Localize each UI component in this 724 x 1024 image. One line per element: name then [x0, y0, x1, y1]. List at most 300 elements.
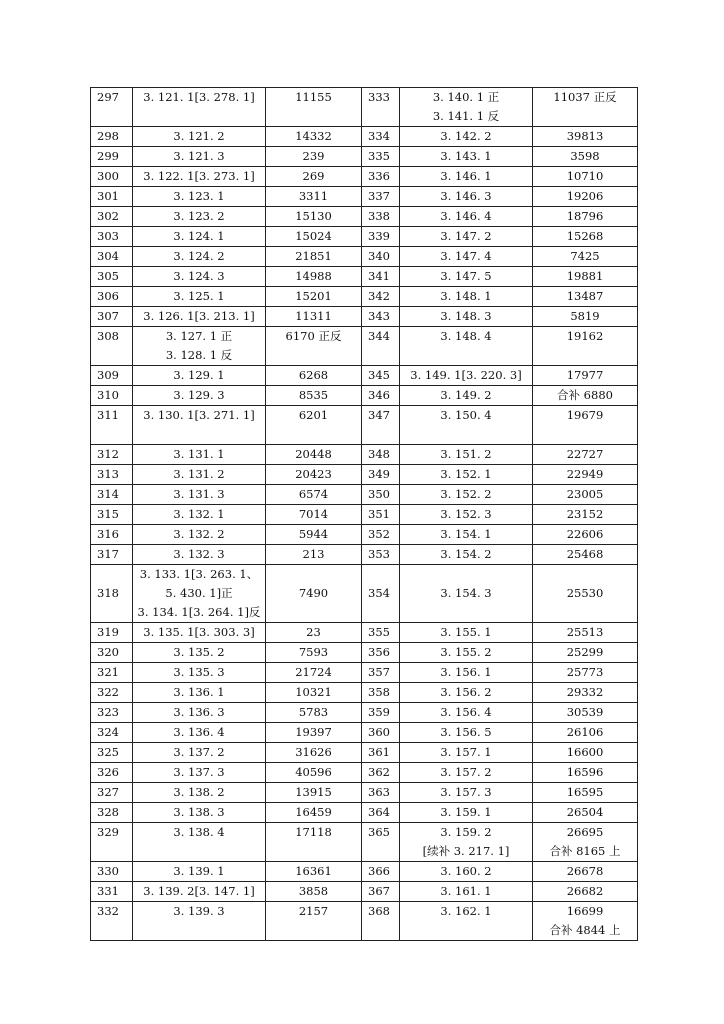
source-code-right-line: 3. 148. 1	[440, 289, 492, 303]
catalog-number-left-line: 11155	[295, 90, 332, 104]
catalog-number-left-line: 14988	[295, 269, 332, 283]
source-code-right-line: 3. 154. 2	[440, 547, 492, 561]
row-number-left-line: 327	[97, 785, 119, 799]
source-code-right	[400, 307, 533, 327]
row-number-left	[91, 147, 133, 167]
row-number-right	[362, 743, 400, 763]
catalog-number-left	[266, 88, 362, 127]
source-code-right	[400, 743, 533, 763]
row-number-right-line: 340	[368, 249, 390, 263]
source-code-right	[400, 763, 533, 783]
table-row	[91, 485, 638, 505]
row-number-left-line: 306	[97, 289, 119, 303]
catalog-number-right	[533, 465, 638, 485]
source-code-left	[133, 783, 266, 803]
source-code-right	[400, 167, 533, 187]
source-code-left-line: 3. 135. 3	[173, 665, 225, 679]
row-number-right-line: 354	[368, 586, 390, 600]
catalog-number-left-line: 6201	[298, 408, 329, 422]
source-code-left-line: 3. 124. 1	[173, 229, 225, 243]
source-code-left-line: 3. 135. 2	[173, 645, 225, 659]
catalog-number-right	[533, 623, 638, 643]
source-code-left-line: 3. 132. 1	[173, 507, 225, 521]
source-code-left	[133, 187, 266, 207]
table-row	[91, 227, 638, 247]
source-code-left-line: 3. 130. 1[3. 271. 1]	[143, 408, 255, 422]
row-number-right	[362, 287, 400, 307]
table-row	[91, 623, 638, 643]
source-code-right	[400, 683, 533, 703]
row-number-left-line: 301	[97, 189, 119, 203]
catalog-number-right	[533, 723, 638, 743]
catalog-number-right	[533, 187, 638, 207]
source-code-right	[400, 406, 533, 445]
row-number-right-line: 363	[368, 785, 390, 799]
row-number-right-line: 359	[368, 705, 390, 719]
source-code-left	[133, 247, 266, 267]
row-number-right-line: 335	[368, 149, 390, 163]
catalog-number-left	[266, 882, 362, 902]
row-number-left-line: 302	[97, 209, 119, 223]
table-row	[91, 763, 638, 783]
source-code-left-line: 3. 129. 1	[173, 368, 225, 382]
source-code-left-line: 3. 129. 3	[173, 388, 225, 402]
catalog-number-left	[266, 803, 362, 823]
catalog-number-left-line: 269	[302, 169, 325, 183]
source-code-right-line: 3. 147. 2	[440, 229, 492, 243]
source-code-right	[400, 703, 533, 723]
source-code-left	[133, 803, 266, 823]
row-number-right	[362, 227, 400, 247]
row-number-left	[91, 663, 133, 683]
catalog-number-left-line: 3858	[298, 884, 329, 898]
catalog-number-left-line: 21724	[295, 665, 332, 679]
catalog-number-right	[533, 88, 638, 127]
source-code-right-line: 3. 149. 1[3. 220. 3]	[410, 368, 522, 382]
row-number-left	[91, 366, 133, 386]
catalog-number-left-line: 16361	[295, 864, 332, 878]
catalog-number-right	[533, 743, 638, 763]
catalog-number-right-line: 26682	[566, 884, 604, 898]
catalog-number-right-line: 26504	[566, 805, 604, 819]
catalog-number-right-line: 19206	[566, 189, 604, 203]
row-number-right	[362, 823, 400, 862]
row-number-left-line: 299	[97, 149, 119, 163]
row-number-right-line: 347	[368, 408, 390, 422]
table-row	[91, 366, 638, 386]
row-number-right-line: 364	[368, 805, 390, 819]
source-code-left-line: 3. 127. 1 正	[165, 329, 233, 343]
catalog-table-body	[91, 88, 638, 941]
catalog-number-left	[266, 623, 362, 643]
row-number-left	[91, 287, 133, 307]
source-code-left-line: 3. 133. 1[3. 263. 1、	[139, 567, 259, 581]
catalog-number-right-line: 25773	[566, 665, 604, 679]
row-number-right	[362, 683, 400, 703]
catalog-number-right	[533, 783, 638, 803]
row-number-right-line: 367	[368, 884, 390, 898]
row-number-left-line: 318	[97, 586, 119, 600]
catalog-number-left	[266, 267, 362, 287]
row-number-right-line: 350	[368, 487, 390, 501]
catalog-number-right	[533, 167, 638, 187]
source-code-left-line: 3. 135. 1[3. 303. 3]	[143, 625, 255, 639]
catalog-number-right	[533, 763, 638, 783]
catalog-number-left	[266, 167, 362, 187]
source-code-right-line: 3. 148. 4	[440, 329, 492, 343]
catalog-number-right	[533, 366, 638, 386]
catalog-number-left	[266, 147, 362, 167]
row-number-left	[91, 545, 133, 565]
row-number-left	[91, 327, 133, 366]
row-number-left-line: 326	[97, 765, 119, 779]
catalog-number-right-line: 19881	[566, 269, 604, 283]
row-number-right	[362, 902, 400, 941]
catalog-number-left	[266, 862, 362, 882]
source-code-left-line: 3. 139. 1	[173, 864, 225, 878]
row-number-left-line: 313	[97, 467, 119, 481]
source-code-right-line: 3. 154. 3	[440, 586, 492, 600]
row-number-left	[91, 485, 133, 505]
row-number-right-line: 343	[368, 309, 390, 323]
source-code-left-line: 3. 136. 3	[173, 705, 225, 719]
row-number-left	[91, 862, 133, 882]
source-code-right-line: 3. 141. 1 反	[432, 109, 500, 123]
row-number-right	[362, 445, 400, 465]
catalog-number-left	[266, 545, 362, 565]
source-code-left	[133, 287, 266, 307]
source-code-left-line: 3. 137. 2	[173, 745, 225, 759]
catalog-number-right-line: 3598	[570, 149, 600, 163]
table-row	[91, 445, 638, 465]
table-row	[91, 267, 638, 287]
table-row	[91, 525, 638, 545]
row-number-right-line: 349	[368, 467, 390, 481]
row-number-left	[91, 803, 133, 823]
table-row	[91, 88, 638, 127]
catalog-number-right	[533, 902, 638, 941]
catalog-number-left	[266, 227, 362, 247]
source-code-left-line: 3. 124. 3	[173, 269, 225, 283]
source-code-left-line: 3. 138. 3	[173, 805, 225, 819]
catalog-number-right	[533, 525, 638, 545]
catalog-number-left-line: 40596	[295, 765, 332, 779]
table-row	[91, 207, 638, 227]
catalog-number-right	[533, 207, 638, 227]
row-number-left	[91, 167, 133, 187]
source-code-left-line: 3. 131. 1	[173, 447, 225, 461]
source-code-left-line: 3. 132. 2	[173, 527, 225, 541]
catalog-number-right-line: 10710	[566, 169, 604, 183]
row-number-left	[91, 743, 133, 763]
catalog-number-right-line: 39813	[566, 129, 604, 143]
catalog-number-right-line: 13487	[566, 289, 604, 303]
catalog-number-left-line: 3311	[298, 189, 329, 203]
row-number-right-line: 352	[368, 527, 390, 541]
catalog-number-left-line: 16459	[295, 805, 332, 819]
catalog-number-left	[266, 723, 362, 743]
source-code-right-line: [续补 3. 217. 1]	[422, 844, 510, 858]
row-number-right-line: 346	[368, 388, 390, 402]
row-number-right	[362, 763, 400, 783]
source-code-left-line: 3. 131. 2	[173, 467, 225, 481]
catalog-number-left-line: 21851	[295, 249, 332, 263]
row-number-right	[362, 723, 400, 743]
source-code-right	[400, 287, 533, 307]
catalog-number-left-line: 213	[302, 547, 325, 561]
catalog-number-left	[266, 127, 362, 147]
source-code-right-line: 3. 155. 1	[440, 625, 492, 639]
source-code-left	[133, 823, 266, 862]
source-code-left-line: 3. 128. 1 反	[165, 348, 233, 362]
row-number-left-line: 330	[97, 864, 119, 878]
source-code-right-line: 3. 156. 2	[440, 685, 492, 699]
row-number-left	[91, 723, 133, 743]
source-code-left	[133, 88, 266, 127]
catalog-number-right-line: 22606	[566, 527, 604, 541]
table-row	[91, 187, 638, 207]
row-number-left	[91, 823, 133, 862]
catalog-number-right	[533, 862, 638, 882]
source-code-left-line: 3. 121. 1[3. 278. 1]	[143, 90, 255, 104]
source-code-right	[400, 882, 533, 902]
catalog-number-left	[266, 643, 362, 663]
source-code-right	[400, 623, 533, 643]
source-code-left	[133, 862, 266, 882]
source-code-right	[400, 445, 533, 465]
source-code-right	[400, 267, 533, 287]
source-code-left	[133, 207, 266, 227]
source-code-right	[400, 366, 533, 386]
catalog-number-right	[533, 267, 638, 287]
source-code-left-line: 3. 122. 1[3. 273. 1]	[143, 169, 255, 183]
catalog-number-left	[266, 445, 362, 465]
row-number-left	[91, 882, 133, 902]
source-code-left-line: 3. 121. 3	[173, 149, 225, 163]
catalog-number-right	[533, 683, 638, 703]
source-code-right	[400, 485, 533, 505]
row-number-left-line: 303	[97, 229, 119, 243]
row-number-left	[91, 763, 133, 783]
row-number-right	[362, 147, 400, 167]
catalog-number-right-line: 26106	[566, 725, 604, 739]
source-code-right	[400, 545, 533, 565]
source-code-right	[400, 663, 533, 683]
source-code-right-line: 3. 146. 1	[440, 169, 492, 183]
row-number-left	[91, 445, 133, 465]
table-row	[91, 823, 638, 862]
row-number-left	[91, 505, 133, 525]
catalog-number-left	[266, 763, 362, 783]
source-code-right-line: 3. 155. 2	[440, 645, 492, 659]
table-row	[91, 683, 638, 703]
catalog-number-left-line: 6170 正反	[285, 329, 342, 343]
source-code-left	[133, 327, 266, 366]
source-code-left-line: 3. 136. 4	[173, 725, 225, 739]
row-number-right-line: 336	[368, 169, 390, 183]
row-number-left	[91, 406, 133, 445]
catalog-number-right-line: 7425	[570, 249, 600, 263]
table-row	[91, 327, 638, 366]
row-number-right-line: 341	[368, 269, 390, 283]
row-number-right	[362, 803, 400, 823]
catalog-number-left	[266, 406, 362, 445]
catalog-number-left-line: 239	[302, 149, 325, 163]
row-number-left-line: 320	[97, 645, 119, 659]
catalog-number-right	[533, 663, 638, 683]
row-number-right-line: 355	[368, 625, 390, 639]
source-code-right-line: 3. 161. 1	[440, 884, 492, 898]
row-number-right-line: 351	[368, 507, 390, 521]
table-row	[91, 703, 638, 723]
source-code-left-line: 3. 124. 2	[173, 249, 225, 263]
table-row	[91, 406, 638, 445]
catalog-number-left-line: 20423	[295, 467, 332, 481]
catalog-number-right-line: 11037 正反	[553, 90, 617, 104]
row-number-right-line: 358	[368, 685, 390, 699]
row-number-right	[362, 465, 400, 485]
source-code-right	[400, 88, 533, 127]
catalog-number-right	[533, 406, 638, 445]
table-row	[91, 882, 638, 902]
catalog-number-right	[533, 643, 638, 663]
row-number-left-line: 315	[97, 507, 119, 521]
row-number-right	[362, 386, 400, 406]
source-code-right	[400, 803, 533, 823]
source-code-right	[400, 147, 533, 167]
catalog-number-right	[533, 882, 638, 902]
source-code-left-line: 5. 430. 1]正	[165, 586, 233, 600]
source-code-right	[400, 187, 533, 207]
source-code-left	[133, 565, 266, 623]
row-number-left	[91, 127, 133, 147]
source-code-left	[133, 406, 266, 445]
source-code-right	[400, 525, 533, 545]
row-number-left	[91, 465, 133, 485]
catalog-table	[90, 87, 638, 941]
row-number-right-line: 344	[368, 329, 390, 343]
source-code-left	[133, 763, 266, 783]
table-row	[91, 465, 638, 485]
table-row	[91, 723, 638, 743]
catalog-number-left-line: 8535	[298, 388, 329, 402]
catalog-number-right	[533, 545, 638, 565]
table-row	[91, 147, 638, 167]
table-row	[91, 127, 638, 147]
source-code-left-line: 3. 123. 2	[173, 209, 225, 223]
row-number-right-line: 337	[368, 189, 390, 203]
source-code-left-line: 3. 138. 4	[173, 825, 225, 839]
table-row	[91, 743, 638, 763]
catalog-number-right	[533, 227, 638, 247]
row-number-left	[91, 207, 133, 227]
row-number-left	[91, 643, 133, 663]
row-number-right-line: 356	[368, 645, 390, 659]
catalog-number-left	[266, 683, 362, 703]
row-number-left-line: 307	[97, 309, 119, 323]
catalog-number-right	[533, 823, 638, 862]
row-number-right-line: 361	[368, 745, 390, 759]
row-number-left	[91, 267, 133, 287]
catalog-number-left-line: 20448	[295, 447, 332, 461]
table-row	[91, 287, 638, 307]
source-code-left	[133, 623, 266, 643]
row-number-left-line: 310	[97, 388, 119, 402]
source-code-right-line: 3. 157. 3	[440, 785, 492, 799]
catalog-number-right-line: 16600	[566, 745, 604, 759]
catalog-number-left	[266, 565, 362, 623]
catalog-number-left-line: 15201	[295, 289, 332, 303]
source-code-left	[133, 545, 266, 565]
catalog-number-right-line: 29332	[566, 685, 604, 699]
source-code-left-line: 3. 132. 3	[173, 547, 225, 561]
source-code-right	[400, 465, 533, 485]
source-code-right	[400, 643, 533, 663]
catalog-number-left	[266, 366, 362, 386]
source-code-left	[133, 643, 266, 663]
catalog-number-left	[266, 187, 362, 207]
row-number-left-line: 321	[97, 665, 119, 679]
catalog-number-left-line: 23	[306, 625, 321, 639]
row-number-right	[362, 187, 400, 207]
catalog-number-left	[266, 247, 362, 267]
catalog-number-left-line: 13915	[295, 785, 332, 799]
source-code-right-line: 3. 159. 2	[440, 825, 492, 839]
source-code-right-line: 3. 151. 2	[440, 447, 492, 461]
row-number-left	[91, 783, 133, 803]
catalog-number-right	[533, 327, 638, 366]
row-number-right-line: 365	[368, 825, 390, 839]
table-row	[91, 386, 638, 406]
table-row	[91, 902, 638, 941]
row-number-left-line: 300	[97, 169, 119, 183]
catalog-number-left	[266, 287, 362, 307]
source-code-left-line: 3. 136. 1	[173, 685, 225, 699]
source-code-right-line: 3. 146. 3	[440, 189, 492, 203]
catalog-number-left-line: 14332	[295, 129, 332, 143]
catalog-number-left	[266, 823, 362, 862]
row-number-right-line: 366	[368, 864, 390, 878]
source-code-right	[400, 505, 533, 525]
catalog-number-right	[533, 703, 638, 723]
source-code-right-line: 3. 156. 1	[440, 665, 492, 679]
source-code-left	[133, 445, 266, 465]
row-number-left-line: 314	[97, 487, 119, 501]
catalog-number-left	[266, 327, 362, 366]
row-number-left-line: 305	[97, 269, 119, 283]
row-number-left	[91, 565, 133, 623]
row-number-right	[362, 307, 400, 327]
source-code-left	[133, 227, 266, 247]
row-number-right-line: 338	[368, 209, 390, 223]
source-code-left	[133, 147, 266, 167]
row-number-right-line: 334	[368, 129, 390, 143]
row-number-right	[362, 267, 400, 287]
source-code-left	[133, 723, 266, 743]
table-row	[91, 663, 638, 683]
source-code-right-line: 3. 152. 1	[440, 467, 492, 481]
catalog-number-left	[266, 207, 362, 227]
row-number-right-line: 368	[368, 904, 390, 918]
catalog-number-left-line: 7593	[298, 645, 329, 659]
catalog-number-right	[533, 307, 638, 327]
source-code-left	[133, 485, 266, 505]
row-number-left	[91, 703, 133, 723]
row-number-right	[362, 525, 400, 545]
source-code-left	[133, 703, 266, 723]
row-number-right	[362, 862, 400, 882]
catalog-number-right-line: 23005	[566, 487, 604, 501]
